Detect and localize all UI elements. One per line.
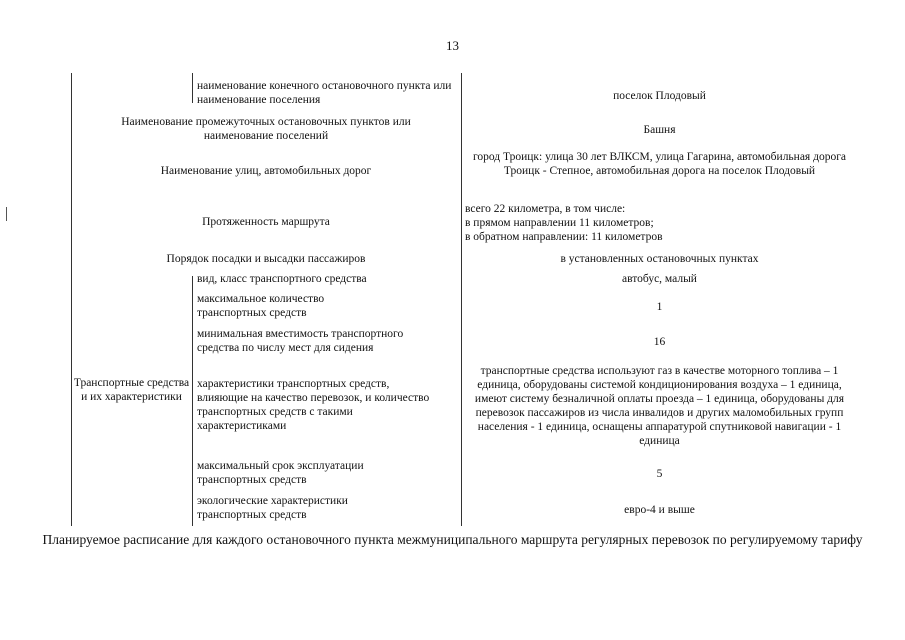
table-column-divider xyxy=(461,73,462,526)
route-length-forward: в прямом направлении 11 километров; xyxy=(465,217,654,229)
streets-value: город Троицк: улица 30 лет ВЛКСМ, улица Гагарина, автомобильная дорога Троицк - Степное, автомобильная дорога на поселок Плодовый xyxy=(472,151,847,177)
route-details-table xyxy=(71,73,858,526)
scan-edge-mark xyxy=(6,207,7,221)
vehicle-characteristics-value: транспортные средства используют газ в качестве моторного топлива – 1 единица, оборудованы системой кондиционирования воздуха – 1 единица, имеют систему безналичной оплаты проезда – 1 единица, оборудованы для перевозок пассажиров из числа инвалидов и других маломобильных групп населения - 1 единица, оснащены аппаратурой спутниковой навигации - 1 единица xyxy=(474,365,845,447)
max-service-life-value: 5 xyxy=(656,468,663,480)
table-subcolumn-divider-vehicles xyxy=(192,276,193,526)
max-vehicles-label: максимальное количество транспортных средств xyxy=(197,293,325,319)
schedule-caption: Планируемое расписание для каждого остановочного пункта межмуниципального маршрута регулярных перевозок по регулируемому тарифу xyxy=(42,532,863,547)
max-vehicles-value: 1 xyxy=(656,301,663,313)
vehicle-type-label: вид, класс транспортного средства xyxy=(197,273,367,285)
table-border-left xyxy=(71,73,72,526)
route-length-label: Протяженность маршрута xyxy=(202,216,330,228)
vehicle-characteristics-label: характеристики транспортных средств, влияющие на качество перевозок, и количество транспортных средств с такими характеристиками xyxy=(197,378,430,432)
intermediate-stops-label: Наименование промежуточных остановочных пунктов или наименование поселений xyxy=(121,116,411,142)
boarding-order-value: в установленных остановочных пунктах xyxy=(560,253,759,265)
max-service-life-label: максимальный срок эксплуатации транспортных средств xyxy=(197,460,364,486)
boarding-order-label: Порядок посадки и высадки пассажиров xyxy=(166,253,366,265)
eco-characteristics-value: евро-4 и выше xyxy=(624,504,695,516)
route-length-backward: в обратном направлении: 11 километров xyxy=(465,231,663,243)
vehicles-group-label: Транспортные средства и их характеристики xyxy=(73,377,190,403)
table-subcolumn-divider-top xyxy=(192,73,193,103)
endpoint-label: наименование конечного остановочного пункта или наименование поселения xyxy=(197,80,452,106)
min-capacity-label: минимальная вместимость транспортного средства по числу мест для сидения xyxy=(197,328,404,354)
vehicle-type-value: автобус, малый xyxy=(622,273,697,285)
route-length-value xyxy=(465,202,854,244)
min-capacity-value: 16 xyxy=(653,336,666,348)
page-number: 13 xyxy=(446,38,459,53)
streets-label: Наименование улиц, автомобильных дорог xyxy=(160,165,372,177)
eco-characteristics-label: экологические характеристики транспортных средств xyxy=(197,495,348,521)
route-length-total: всего 22 километра, в том числе: xyxy=(465,203,626,215)
intermediate-stops-value: Башня xyxy=(643,124,676,136)
endpoint-value: поселок Плодовый xyxy=(613,90,706,102)
